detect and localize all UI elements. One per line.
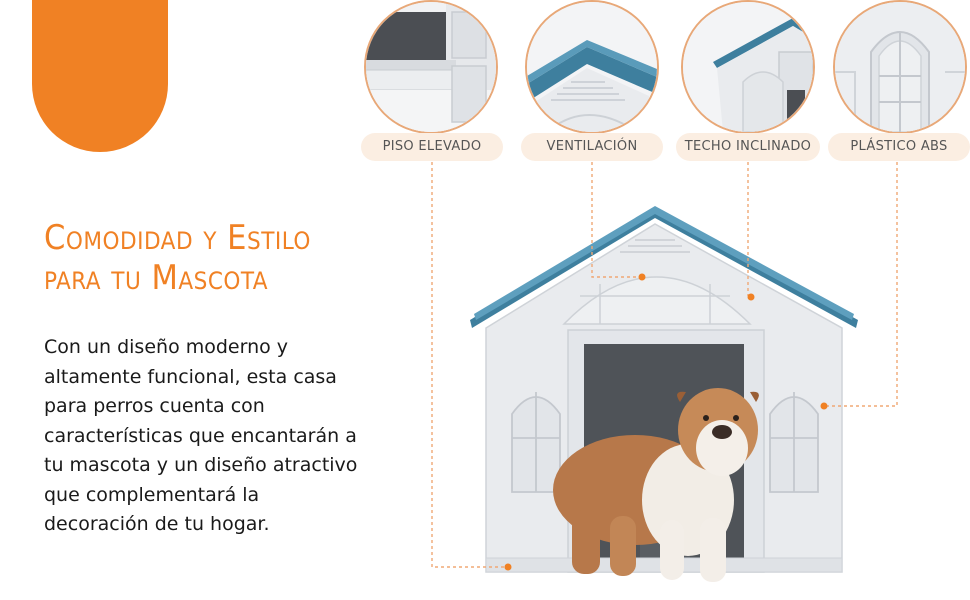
headline-line-2: para tu Mascota bbox=[44, 258, 268, 298]
label-techo-inclinado: TECHO INCLINADO bbox=[676, 133, 820, 161]
product-description: Con un diseño moderno y altamente funcional, esta casa para perros cuenta con características que encantarán a tu mascota y un diseño atractivo que complementará la decoración de tu hogar. bbox=[44, 336, 358, 535]
label-piso-elevado: PISO ELEVADO bbox=[361, 133, 503, 161]
label-plastico-abs: PLÁSTICO ABS bbox=[828, 133, 970, 161]
headline-line-1: Comodidad y Estilo bbox=[44, 218, 311, 258]
label-ventilacion: VENTILACIÓN bbox=[521, 133, 663, 161]
